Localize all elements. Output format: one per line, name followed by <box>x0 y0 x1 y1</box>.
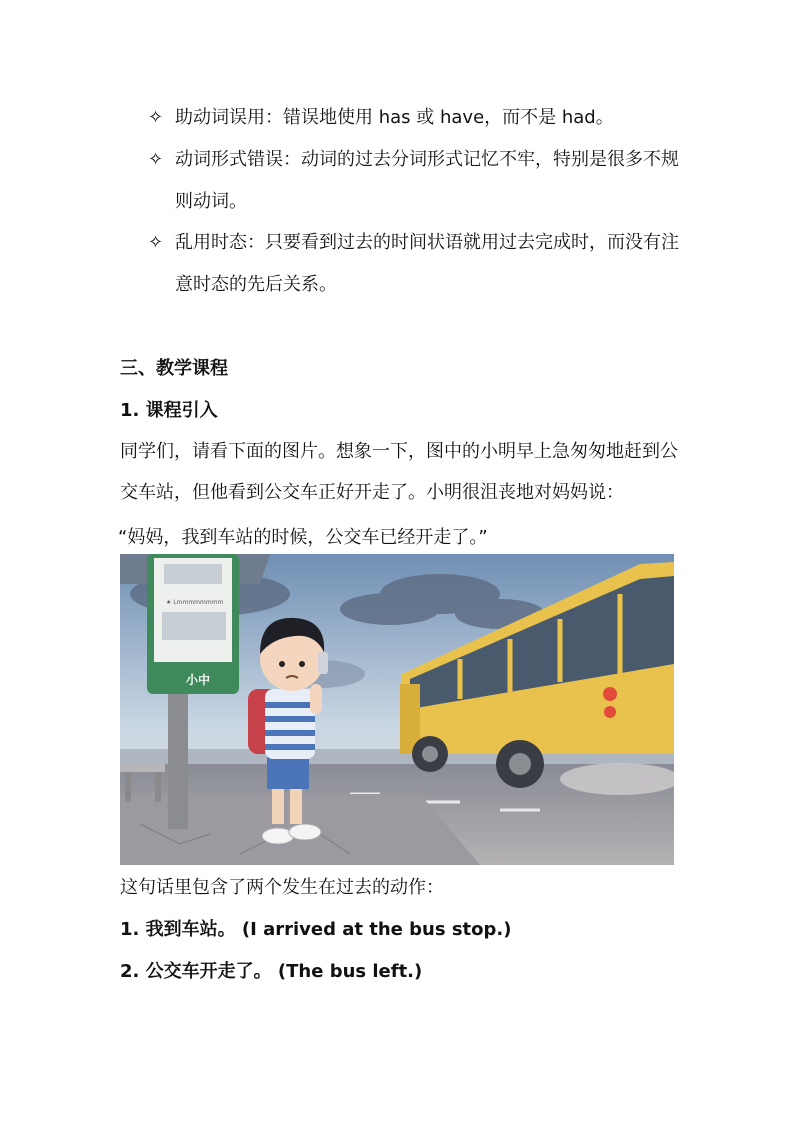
svg-text:★ Lmmmmmmmm: ★ Lmmmmmmmm <box>166 599 224 606</box>
bullet-text: 乱用时态：只要看到过去的时间状语就用过去完成时，而没有注意时态的先后关系。 <box>175 232 679 295</box>
bus-stop-sign <box>147 554 239 694</box>
diamond-bullet-icon: ✧ <box>148 149 164 170</box>
illustration-boy-missed-bus <box>120 554 674 865</box>
bullet-item <box>148 139 688 223</box>
intro-paragraph: 同学们，请看下面的图片。想象一下，图中的小明早上急匆匆地赶到公交车站，但他看到公交车正好开走了。小明很沮丧地对妈妈说： <box>120 441 678 503</box>
subsection-heading: 1. 课程引入 <box>120 400 218 421</box>
bullet-item <box>148 97 688 139</box>
quote-text: “妈妈，我到车站的时候，公交车已经开走了。” <box>118 527 488 548</box>
action-item: 1. 我到车站。 (I arrived at the bus stop.) <box>120 919 512 940</box>
bullet-text: 动词形式错误：动词的过去分词形式记忆不牢，特别是很多不规则动词。 <box>175 149 679 212</box>
bullet-item <box>148 222 688 306</box>
section-heading: 三、教学课程 <box>120 358 228 379</box>
action-item: 2. 公交车开走了。 (The bus left.) <box>120 961 423 982</box>
diamond-bullet-icon: ✧ <box>148 107 164 128</box>
diamond-bullet-icon: ✧ <box>148 232 164 253</box>
bullet-text: 助动词误用：错误地使用 has 或 have，而不是 had。 <box>175 107 614 128</box>
svg-text:小中: 小中 <box>186 673 211 687</box>
caption-text: 这句话里包含了两个发生在过去的动作： <box>120 877 444 898</box>
